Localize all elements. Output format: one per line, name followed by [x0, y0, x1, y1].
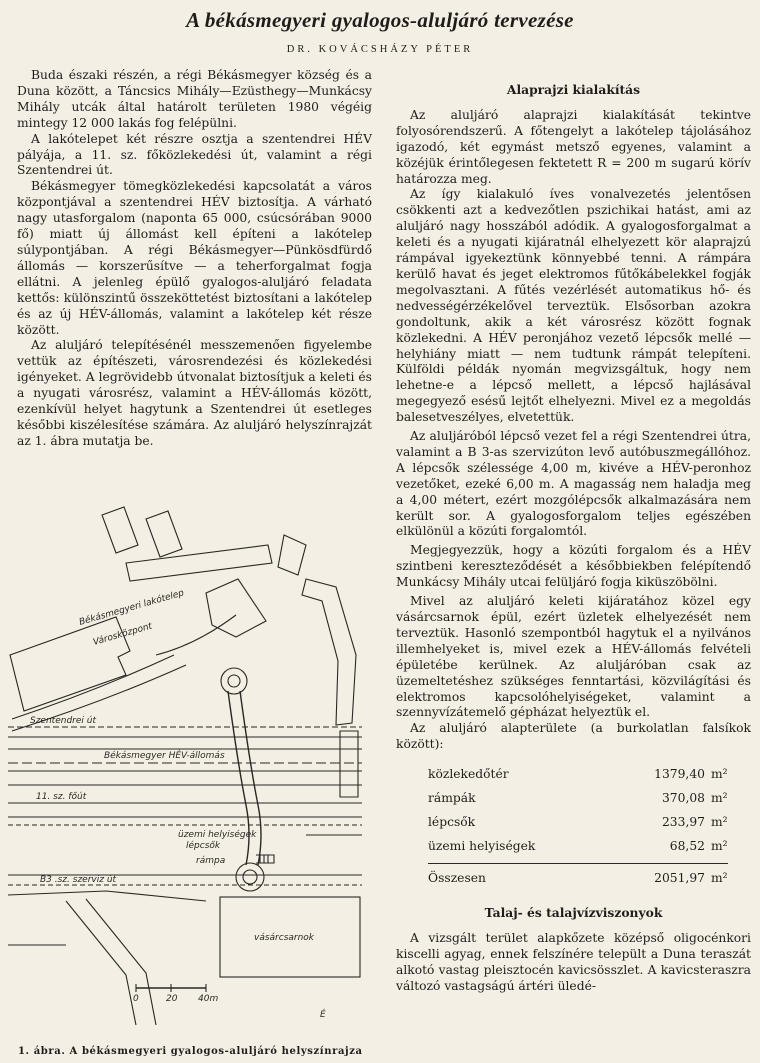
label-scale-40: 40m: [198, 994, 219, 1004]
table-cell-label: lépcsők: [428, 815, 476, 830]
right-column: [396, 68, 751, 995]
table-cell-value: 68,52: [669, 839, 705, 854]
table-cell-unit: m²: [711, 839, 728, 854]
paragraph: Mivel az aluljáró keleti kijáratához közel egy vásárcsarnok épül, ezért üzletek elhelyezését nem terveztük. Hasonló szempontból hagytuk el a nyilvános illemhelyeket is, mivel ezek a HÉV-állomás felvételi épületébe kerülnek. Az aluljáróban csak az üzemeltetéshez szükséges fenntartási, közvilágítási és elektromos kapcsolóhelyiségeket, valamint a szennyvízátemelő gépházat helyeztük el.: [396, 594, 751, 720]
site-plan-figure: [6, 505, 368, 1033]
label-department-store: vásárcsarnok: [254, 933, 315, 943]
article-title: A békásmegyeri gyalogos-aluljáró tervezése: [186, 8, 574, 32]
paragraph: Az aluljáró telepítésénél messzemenően figyelembe vettük az építészeti, városrendezési és közlekedési igényeket. A legrövidebb útvonalat biztosítjuk a keleti és a nyugati városrész, valamint a HÉV-állomás között, ezenkívül helyet hagytunk a Szentendrei út esetleges későbbi kiszélesítése számára. Az aluljáró helyszínrajzát az 1. ábra mutatja be.: [17, 338, 372, 448]
building-block: [302, 579, 356, 725]
building-block: [340, 731, 358, 797]
table-cell-unit: m²: [711, 767, 728, 782]
area-table: [428, 763, 728, 891]
ramp-circle: [243, 870, 257, 884]
table-cell-unit: m²: [711, 791, 728, 806]
paragraph: A lakótelepet két részre osztja a szentendrei HÉV pályája, a 11. sz. főközlekedési út, valamint a régi Szentendrei út.: [17, 131, 372, 178]
ramp-circle: [236, 863, 264, 891]
label-utility-rooms: üzemi helyiségek: [178, 830, 257, 840]
label-scale-20: 20: [166, 994, 178, 1004]
road-line: [156, 615, 236, 655]
paragraph: Buda északi részén, a régi Békásmegyer község és a Duna között, a Táncsics Mihály—Ezüsthegy—Munkácsy Mihály utcák által határolt területen 1980 végéig mintegy 12 000 lakás fog felépülni.: [17, 68, 372, 130]
label-housing-estate: Békásmegyeri lakótelep: [78, 588, 186, 628]
figure-caption: 1. ábra. A békásmegyeri gyalogos-aluljáró helyszínrajza: [18, 1046, 363, 1057]
table-total-row: [428, 864, 728, 892]
building-block: [278, 535, 306, 575]
building-block: [206, 579, 266, 637]
paragraph: Az aluljáró alapterülete (a burkolatlan falsíkok között):: [396, 721, 751, 752]
section-heading: Talaj- és talajvízviszonyok: [484, 905, 663, 921]
table-cell-value: 233,97: [661, 815, 705, 830]
label-b3-service-road: B3 .sz. szerviz út: [40, 875, 117, 885]
building-block: [10, 617, 130, 711]
paragraph: Az aluljáró alaprajzi kialakítását tekintve folyosórendszerű. A főtengelyt a lakótelep tájolásához igazodó, két egymást metsző egyenes, valamint a közéjük érintőlegesen fektetett R = 200 m sugarú körív határozza meg.: [396, 107, 751, 186]
road-line: [86, 899, 156, 1025]
building-block: [126, 545, 272, 581]
label-scale-0: 0: [133, 994, 139, 1004]
building-block: [102, 507, 138, 553]
label-hev-station: Békásmegyer HÉV-állomás: [104, 751, 225, 761]
article-author: DR. KOVÁCSHÁZY PÉTER: [286, 44, 474, 55]
label-szentendrei-ut: Szentendrei út: [30, 716, 96, 726]
table-cell-label: Összesen: [428, 864, 633, 892]
table-row: [428, 811, 728, 835]
ramp-circle: [221, 668, 247, 694]
table-cell-value: 2051,97: [633, 864, 705, 892]
paragraph: A vizsgált terület alapkőzete középső oligocénkori kiscelli agyag, ennek felszínére települt a Duna teraszát alkotó vastag pleisztocén kavicsösszlet. A kavicsteraszra változó vastagságú ártéri üledé-: [396, 931, 751, 993]
paragraph: Az így kialakuló íves vonalvezetés jelentősen csökkenti azt a kedvezőtlen pszichikai hatást, ami az aluljáró nagy hosszából adódik. A gyalogosforgalmat a keleti és a nyugati kijáratnál elhelyezett kör alaprajzú rámpával igyekeztünk könnyebbé tenni. A rámpára kerülő havat és jeget elektromos fűtőkábelekkel fogják megolvasztani. A fűtés vezérlését automatikus hő- és nedvességérzékelővel terveztük. Elsősorban azokra gondoltunk, akik a két városrész között fognak közlekedni. A HÉV peronjához vezető lépcsők mellé — helyhiány miatt — nem tudtunk rámpát telepíteni. Külföldi példák nyomán megvizsgáltuk, hogy nem lehetne-e a lépcső mellett, a lépcső hajlásával megegyező esésű lejtőt elhelyezni. Mivel ez a megoldás balesetveszélyes, elvetettük.: [396, 187, 751, 425]
road-line: [8, 891, 206, 901]
label-ramp: rámpa: [196, 856, 226, 866]
table-cell-value: 370,08: [661, 791, 705, 806]
site-plan-drawing: [6, 505, 368, 1033]
label-stairs: lépcsők: [186, 841, 221, 851]
building-block: [146, 511, 182, 557]
paragraph: Békásmegyer tömegközlekedési kapcsolatát a város központjával a szentendrei HÉV biztosítja. A várható nagy utasforgalom (naponta 65 000, csúcsórában 9000 fő) miatt új állomást kell építeni a lakótelep súlypontjában. A régi Békásmegyer—Pünkösdfürdő állomás — korszerűsítve — a teherforgalmat fogja ellátni. A jelenleg épülő gyalogos-aluljáró feladata kettős: különszintű összeköttetést biztosítani a lakótelep és az új HÉV-állomás, valamint a lakótelep két része között.: [17, 179, 372, 337]
stairs-mark: [260, 855, 268, 863]
ramp-circle: [228, 675, 240, 687]
section-heading: Alaprajzi kialakítás: [506, 82, 641, 97]
left-column: [17, 68, 372, 450]
table-cell-label: üzemi helyiségek: [428, 839, 536, 854]
label-city-center: Városközpont: [92, 621, 154, 648]
road-line: [66, 901, 136, 1025]
label-road-11: 11. sz. főút: [36, 792, 87, 802]
table-cell-value: 1379,40: [654, 767, 705, 782]
table-cell-unit: m²: [705, 864, 728, 892]
table-row: [428, 763, 728, 787]
label-north: É: [320, 1010, 326, 1020]
paragraph: Megjegyezzük, hogy a közúti forgalom és a HÉV szintbeni kereszteződését a későbbiekben felépítendő Munkácsy Mihály utcai felüljáró fogja kiküszöbölni.: [396, 543, 751, 590]
table-row: [428, 787, 728, 811]
table-row: [428, 835, 728, 859]
paragraph: Az aluljáróból lépcső vezet fel a régi Szentendrei útra, valamint a B 3-as szervizúton levő autóbuszmegállóhoz. A lépcsők szélessége 4,00 m, kivéve a HÉV-peronhoz vezetőket, ezeké 6,00 m. A magasság nem haladja meg a 4,00 métert, ezért mozgólépcsők alkalmazására nem került sor. A gyalogosforgalom teljes egészében elkülönül a közúti forgalomtól.: [396, 429, 751, 539]
table-cell-label: közlekedőtér: [428, 767, 509, 782]
table-cell-unit: m²: [711, 815, 728, 830]
table-cell-label: rámpák: [428, 791, 476, 806]
